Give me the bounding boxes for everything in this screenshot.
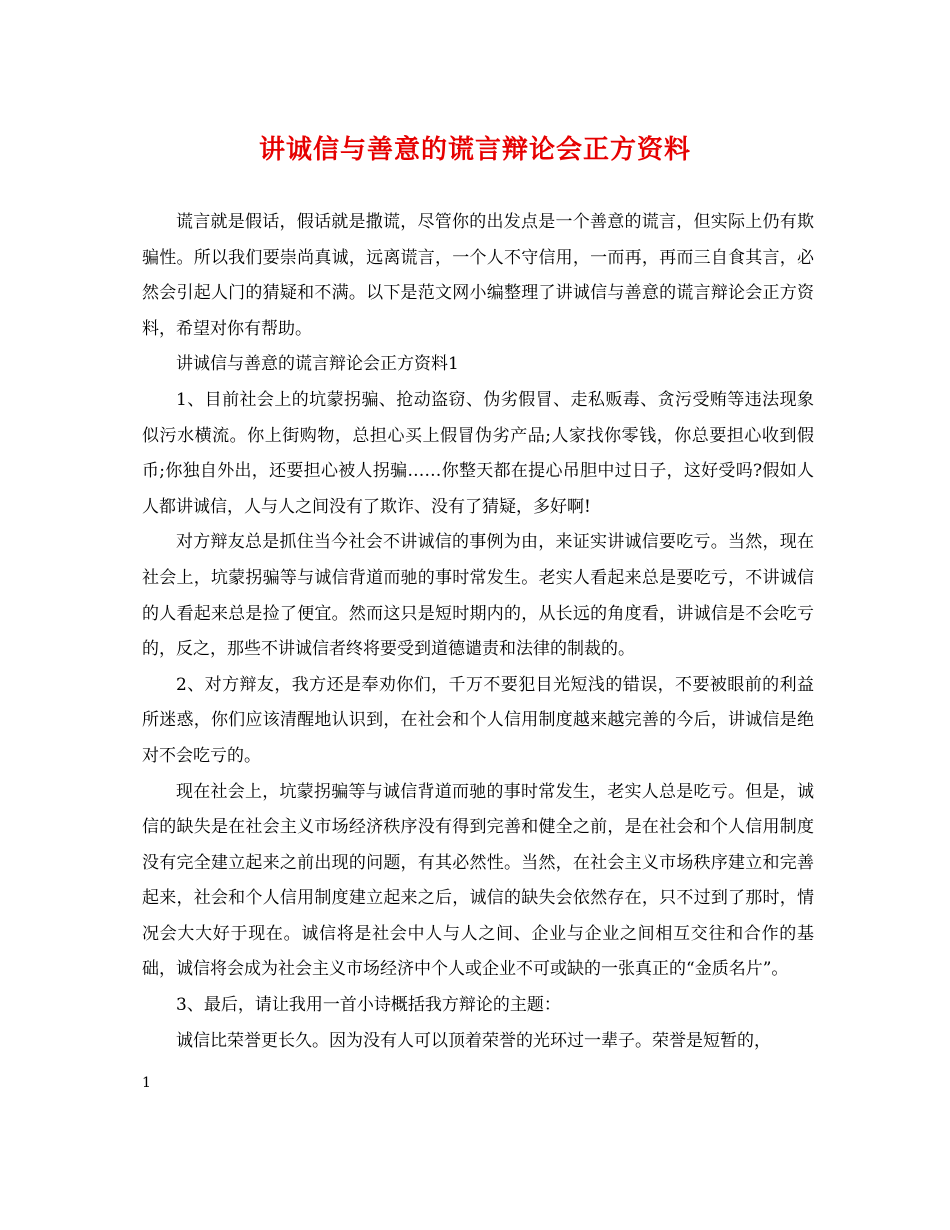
document-title: 讲诚信与善意的谎言辩论会正方资料 bbox=[258, 135, 691, 165]
page-number: 1 bbox=[142, 1075, 151, 1091]
paragraph-poem-start: 诚信比荣誉更长久。因为没有人可以顶着荣誉的光环过一辈子。荣誉是短暂的， bbox=[176, 1030, 771, 1051]
paragraph-analysis: 现在社会上，坑蒙拐骗等与诚信背道而驰的事时常发生，老实人总是吃亏。但是，诚信的缺失是在社会主义市场经济秩序没有得到完善和健全之前，是在社会和个人信用制度没有完全建立起来之前出现的问题，有其必然性。当然，在社会主义市场秩序建立和完善起来，社会和个人信用制度建立起来之后，诚信的缺失会依然存在，只不过到了那时，情况会大大好于现在。诚信将是社会中人与人之间、企业与企业之间相互交往和合作的基础，诚信将会成为社会主义市场经济中个人或企业不可或缺的一张真正的“金质名片”。 bbox=[142, 781, 814, 980]
paragraph-point-3: 3、最后，请让我用一首小诗概括我方辩论的主题： bbox=[176, 995, 561, 1016]
paragraph-point-1: 1、目前社会上的坑蒙拐骗、抢动盗窃、伪劣假冒、走私贩毒、贪污受贿等违法现象似污水横流。你上街购物，总担心买上假冒伪劣产品;人家找你零钱，你总要担心收到假币;你独自外出，还要担心被人拐骗……你整天都在提心吊胆中过日子，这好受吗?假如人人都讲诚信，人与人之间没有了欺诈、没有了猜疑，多好啊! bbox=[142, 389, 814, 517]
paragraph-rebuttal: 对方辩友总是抓住当今社会不讲诚信的事例为由，来证实讲诚信要吃亏。当然，现在社会上，坑蒙拐骗等与诚信背道而驰的事时常发生。老实人看起来总是要吃亏，不讲诚信的人看起来总是捡了便宜。然而这只是短时期内的，从长远的角度看，讲诚信是不会吃亏的，反之，那些不讲诚信者终将要受到道德谴责和法律的制裁的。 bbox=[142, 532, 814, 660]
paragraph-point-2: 2、对方辩友，我方还是奉劝你们，千万不要犯目光短浅的错误，不要被眼前的利益所迷惑，你们应该清醒地认识到，在社会和个人信用制度越来越完善的今后，讲诚信是绝对不会吃亏的。 bbox=[142, 674, 814, 766]
paragraph-intro: 谎言就是假话，假话就是撒谎，尽管你的出发点是一个善意的谎言，但实际上仍有欺骗性。所以我们要崇尚真诚，远离谎言，一个人不守信用，一而再，再而三自食其言，必然会引起人门的猜疑和不满。以下是范文网小编整理了讲诚信与善意的谎言辩论会正方资料，希望对你有帮助。 bbox=[142, 212, 814, 339]
paragraph-section-heading: 讲诚信与善意的谎言辩论会正方资料1 bbox=[176, 354, 459, 375]
document-body bbox=[142, 205, 814, 1059]
